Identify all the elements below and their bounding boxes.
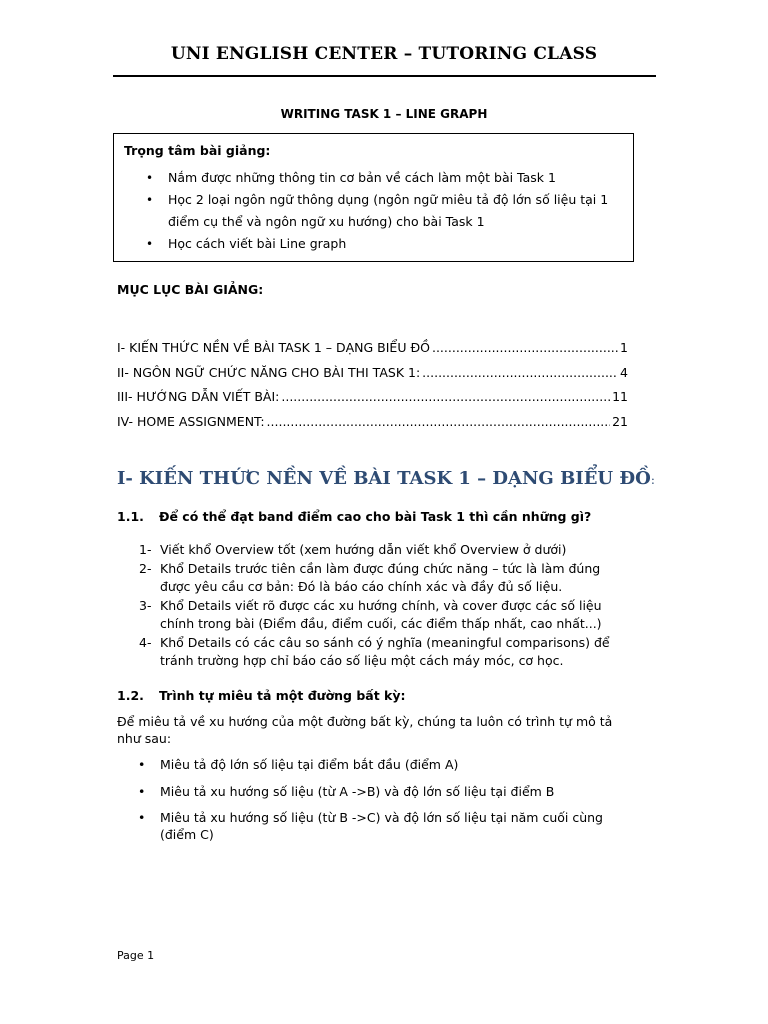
section-title (117, 468, 655, 489)
toc-leader-dots (432, 340, 618, 355)
list-item (117, 634, 632, 671)
toc-entry-label: II- NGÔN NGỮ CHỨC NĂNG CHO BÀI THI TASK 1: (117, 364, 421, 380)
toc-leader-dots (422, 365, 618, 380)
list-item-text: Viết khổ Overview tốt (xem hướng dẫn viết khổ Overview ở dưới) (160, 542, 567, 557)
list-item (117, 560, 632, 597)
toc-leader-dots (267, 414, 611, 429)
list-item-text: Khổ Details trước tiên cần làm được đúng chức năng – tức là làm đúng được yêu cầu cơ bản: Đó là báo cáo chính xác và đầy đủ số liệu. (160, 560, 601, 594)
bullet-list (117, 756, 632, 853)
list-marker: 1- (139, 542, 152, 557)
section-title-text: I- KIẾN THỨC NỀN VỀ BÀI TASK 1 – DẠNG BIỂU ĐỒ (117, 468, 651, 489)
lesson-focus-list (114, 167, 633, 255)
list-item: • Miêu tả xu hướng số liệu (từ B ->C) và độ lớn số liệu tại năm cuối cùng (điểm C) (117, 809, 632, 843)
subsection-number: 1.2. (117, 688, 144, 703)
page-number: Page 1 (117, 949, 155, 962)
list-item (117, 597, 632, 634)
paragraph: Để miêu tả về xu hướng của một đường bất kỳ, chúng ta luôn có trình tự mô tả như sau: (117, 714, 613, 746)
toc-entry-page: 1 (620, 340, 628, 355)
subsection-number: 1.1. (117, 509, 144, 524)
document-title: WRITING TASK 1 – LINE GRAPH (280, 107, 488, 121)
toc-entry[interactable] (117, 340, 628, 365)
toc-entry[interactable] (117, 389, 628, 414)
toc-heading: MỤC LỤC BÀI GIẢNG: (117, 282, 264, 297)
toc-entry-page: 11 (612, 389, 628, 404)
list-item-text: Khổ Details có các câu so sánh có ý nghĩa (meaningful comparisons) để tránh trường hợp chỉ báo cáo số liệu một cách máy móc, cơ học. (160, 634, 610, 668)
toc-leader-dots (281, 389, 610, 404)
subsection-title: Để có thể đạt band điểm cao cho bài Task 1 thì cần những gì? (159, 509, 592, 524)
lesson-focus-box (113, 133, 634, 262)
toc-entry-label: IV- HOME ASSIGNMENT: (117, 413, 265, 429)
toc-entry[interactable] (117, 365, 628, 390)
toc-entry[interactable] (117, 414, 628, 439)
toc-entry-page: 4 (620, 364, 628, 380)
subsection-heading (117, 509, 591, 524)
toc-entry-label: III- HƯỚNG DẪN VIẾT BÀI: (117, 389, 280, 404)
list-item (117, 541, 632, 560)
list-item: • Học cách viết bài Line graph (114, 233, 613, 255)
toc-entry-page: 21 (612, 413, 628, 429)
list-marker: 4- (139, 634, 152, 650)
section-title-suffix: : (650, 473, 655, 487)
list-item-text: Khổ Details viết rõ được các xu hướng chính, và cover được các số liệu chính trong bài (Điểm đầu, điểm cuối, các điểm thấp nhất, cao nhất...) (160, 597, 602, 631)
lesson-focus-heading: Trọng tâm bài giảng: (124, 143, 271, 158)
list-item: • Miêu tả xu hướng số liệu (từ A ->B) và độ lớn số liệu tại điểm B (117, 783, 632, 800)
list-item: • Miêu tả độ lớn số liệu tại điểm bắt đầu (điểm A) (117, 756, 632, 773)
toc-entry-label: I- KIẾN THỨC NỀN VỀ BÀI TASK 1 – DẠNG BIỂU ĐỒ (117, 340, 430, 355)
table-of-contents (117, 340, 628, 438)
list-marker: 3- (139, 597, 152, 613)
header-rule (113, 75, 656, 77)
list-item: • Học 2 loại ngôn ngữ thông dụng (ngôn ngữ miêu tả độ lớn số liệu tại 1 điểm cụ thể và ngôn ngữ xu hướng) cho bài Task 1 (114, 189, 613, 233)
header-title: UNI ENGLISH CENTER – TUTORING CLASS (170, 44, 598, 64)
subsection-heading (117, 688, 406, 703)
subsection-title: Trình tự miêu tả một đường bất kỳ: (159, 688, 406, 703)
list-item: • Nắm được những thông tin cơ bản về cách làm một bài Task 1 (114, 167, 613, 189)
numbered-list (117, 541, 632, 671)
list-marker: 2- (139, 560, 152, 576)
